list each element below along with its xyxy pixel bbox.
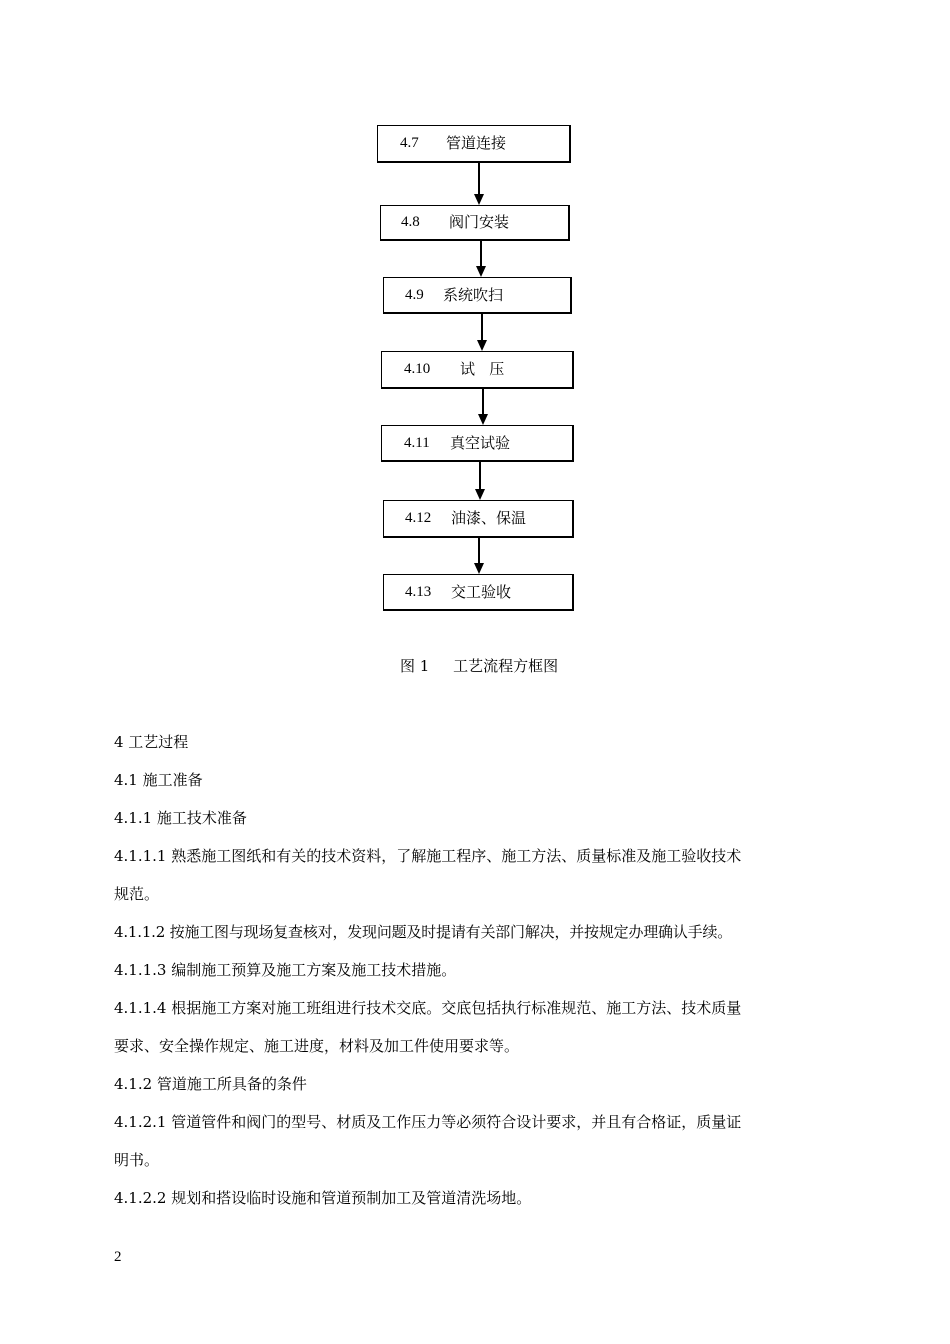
- process-flowchart: [0, 0, 950, 640]
- paragraph-line: 4.1.1.3 编制施工预算及施工方案及施工技术措施。: [114, 961, 457, 979]
- paragraph-line: 4.1.2.2 规划和搭设临时设施和管道预制加工及管道清洗场地。: [114, 1189, 532, 1207]
- subsection-heading: 4.1.2 管道施工所具备的条件: [114, 1075, 307, 1093]
- step-number: 4.8: [401, 214, 420, 230]
- flow-arrow: [473, 538, 485, 574]
- flow-step-pipe-connection: [377, 125, 571, 163]
- step-label: 阀门安装: [449, 213, 510, 231]
- flow-arrow: [474, 462, 486, 500]
- flow-step-system-purge: [383, 277, 572, 314]
- flow-step-valve-installation: [380, 205, 570, 241]
- paragraph-line: 4.1.1.1 熟悉施工图纸和有关的技术资料，了解施工程序、施工方法、质量标准及施工验收技术: [114, 847, 742, 865]
- step-label: 系统吹扫: [443, 285, 504, 304]
- paragraph-line: 4.1.1.4 根据施工方案对施工班组进行技术交底。交底包括执行标准规范、施工方法、技术质量: [114, 999, 742, 1017]
- flow-arrow: [477, 389, 489, 425]
- paragraph-line: 4.1.2.1 管道管件和阀门的型号、材质及工作压力等必须符合设计要求，并且有合格证，质量证: [114, 1113, 742, 1131]
- step-number: 4.9: [405, 286, 424, 303]
- step-label: 油漆、保温: [451, 509, 527, 527]
- step-number: 4.7: [400, 135, 419, 151]
- step-label: 管道连接: [446, 134, 507, 152]
- paragraph-line: 规范。: [114, 885, 160, 903]
- step-label: 试 压: [460, 360, 505, 378]
- paragraph-line: 要求、安全操作规定、施工进度，材料及加工件使用要求等。: [114, 1037, 520, 1055]
- step-number: 4.12: [405, 510, 432, 526]
- section-heading: 4 工艺过程: [114, 733, 189, 751]
- flow-step-handover-acceptance: [383, 574, 574, 611]
- flow-step-pressure-test: [381, 351, 574, 389]
- figure-caption: 图 1 工艺流程方框图: [400, 657, 559, 675]
- flow-step-painting-insulation: [383, 500, 574, 538]
- flow-arrow: [475, 241, 487, 277]
- step-label: 真空试验: [450, 433, 511, 452]
- page-number: 2: [114, 1249, 122, 1265]
- flow-arrow: [476, 314, 488, 351]
- step-number: 4.11: [404, 434, 430, 451]
- flow-arrow: [473, 163, 485, 205]
- subsection-heading: 4.1 施工准备: [114, 771, 203, 789]
- flow-step-vacuum-test: [381, 425, 574, 462]
- paragraph-line: 4.1.1.2 按施工图与现场复查核对，发现问题及时提请有关部门解决，并按规定办理确认手续。: [114, 923, 733, 941]
- step-label: 交工验收: [451, 582, 512, 601]
- paragraph-line: 明书。: [114, 1151, 160, 1169]
- step-number: 4.10: [404, 361, 431, 377]
- subsection-heading: 4.1.1 施工技术准备: [114, 809, 247, 827]
- step-number: 4.13: [405, 583, 432, 600]
